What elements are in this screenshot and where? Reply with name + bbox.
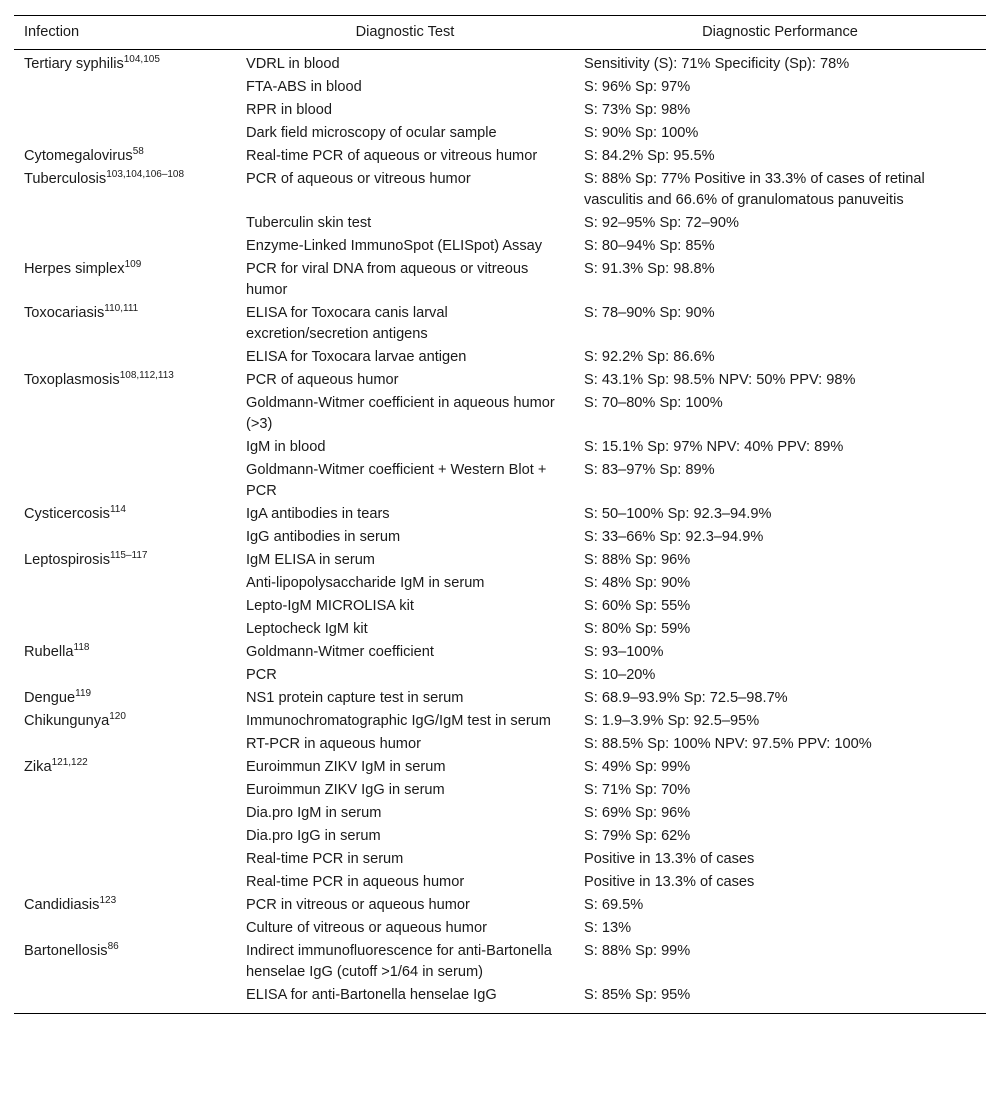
table-row [14,168,986,212]
diagnostic-performance-cell: S: 33–66% Sp: 92.3–94.9% [584,529,764,545]
infection-cell [14,984,236,1014]
diagnostic-test-cell: VDRL in blood [246,56,340,72]
diagnostic-test-cell: Euroimmun ZIKV IgM in serum [246,759,446,775]
diagnostic-test-cell: Real-time PCR in aqueous humor [246,874,465,890]
diagnostic-table [14,15,986,1014]
diagnostic-performance-cell: S: 68.9–93.9% Sp: 72.5–98.7% [584,690,788,706]
diagnostic-test-cell: Leptocheck IgM kit [246,621,368,637]
table-row [14,984,986,1014]
infection-name: Toxocariasis [24,305,105,321]
diagnostic-test-cell: ELISA for Toxocara larvae antigen [246,349,467,365]
table-row [14,369,986,392]
infection-cell [14,549,236,572]
table-container [14,15,986,1014]
reference-superscript: 109 [124,259,142,270]
diagnostic-performance-cell: S: 69.5% [584,897,644,913]
diagnostic-test-cell: PCR in vitreous or aqueous humor [246,897,470,913]
diagnostic-performance-cell: S: 80% Sp: 59% [584,621,691,637]
reference-superscript: 104,105 [123,54,160,65]
diagnostic-test-cell: Anti-lipopolysaccharide IgM in serum [246,575,485,591]
diagnostic-test-cell: Indirect immunofluorescence for anti-Bartonella henselae IgG (cutoff >1/64 in serum) [246,943,552,980]
infection-cell [14,940,236,984]
infection-name: Dengue [24,690,76,706]
table-row [14,825,986,848]
table-row [14,76,986,99]
diagnostic-test-cell: Culture of vitreous or aqueous humor [246,920,487,936]
diagnostic-performance-cell: Positive in 13.3% of cases [584,874,755,890]
diagnostic-performance-cell: S: 96% Sp: 97% [584,79,691,95]
table-row [14,258,986,302]
table-row [14,664,986,687]
header-diagnostic-performance: Diagnostic Performance [574,16,986,50]
diagnostic-performance-cell: S: 60% Sp: 55% [584,598,691,614]
diagnostic-test-cell: Tuberculin skin test [246,215,372,231]
diagnostic-test-cell: RT-PCR in aqueous humor [246,736,421,752]
infection-name: Bartonellosis [24,943,108,959]
reference-superscript: 119 [75,688,92,699]
reference-superscript: 86 [107,941,119,952]
infection-cell [14,122,236,145]
infection-cell [14,618,236,641]
infection-cell [14,917,236,940]
infection-cell [14,302,236,346]
infection-name: Toxoplasmosis [24,372,120,388]
infection-cell [14,894,236,917]
diagnostic-test-cell: IgM ELISA in serum [246,552,375,568]
diagnostic-performance-cell: S: 84.2% Sp: 95.5% [584,148,715,164]
table-row [14,122,986,145]
diagnostic-performance-cell: S: 48% Sp: 90% [584,575,691,591]
header-diagnostic-test: Diagnostic Test [236,16,574,50]
diagnostic-test-cell: IgG antibodies in serum [246,529,401,545]
table-row [14,687,986,710]
diagnostic-test-cell: Dark field microscopy of ocular sample [246,125,497,141]
reference-superscript: 114 [109,504,126,515]
diagnostic-test-cell: RPR in blood [246,102,332,118]
infection-name: Candidiasis [24,897,100,913]
diagnostic-performance-cell: S: 90% Sp: 100% [584,125,699,141]
infection-cell [14,871,236,894]
infection-cell [14,459,236,503]
table-row [14,779,986,802]
table-row [14,50,986,77]
table-row [14,302,986,346]
infection-name: Rubella [24,644,74,660]
infection-name: Zika [24,759,52,775]
diagnostic-test-cell: Euroimmun ZIKV IgG in serum [246,782,445,798]
table-row [14,392,986,436]
diagnostic-performance-cell: S: 73% Sp: 98% [584,102,691,118]
diagnostic-test-cell: ELISA for Toxocara canis larval excretion/secretion antigens [246,305,448,342]
reference-superscript: 118 [73,642,90,653]
infection-cell [14,212,236,235]
infection-cell [14,258,236,302]
diagnostic-test-cell: Dia.pro IgM in serum [246,805,382,821]
diagnostic-test-cell: PCR of aqueous humor [246,372,399,388]
diagnostic-performance-cell: S: 50–100% Sp: 92.3–94.9% [584,506,772,522]
table-row [14,459,986,503]
diagnostic-performance-cell: S: 10–20% [584,667,656,683]
diagnostic-performance-cell: S: 83–97% Sp: 89% [584,462,715,478]
table-row [14,733,986,756]
reference-superscript: 121,122 [51,757,88,768]
infection-name: Tertiary syphilis [24,56,124,72]
infection-cell [14,76,236,99]
diagnostic-test-cell: Goldmann-Witmer coefficient + Western Blot + PCR [246,462,547,499]
diagnostic-performance-cell: S: 71% Sp: 70% [584,782,691,798]
reference-superscript: 110,111 [104,303,139,314]
diagnostic-performance-cell: Positive in 13.3% of cases [584,851,755,867]
infection-cell [14,664,236,687]
table-row [14,917,986,940]
diagnostic-performance-cell: S: 49% Sp: 99% [584,759,691,775]
diagnostic-test-cell: Goldmann-Witmer coefficient [246,644,434,660]
diagnostic-performance-cell: S: 85% Sp: 95% [574,984,986,1014]
table-row [14,99,986,122]
diagnostic-test-cell: Real-time PCR in serum [246,851,404,867]
diagnostic-performance-cell: S: 88% Sp: 96% [584,552,691,568]
diagnostic-test-cell: PCR of aqueous or vitreous humor [246,171,471,187]
table-row [14,848,986,871]
table-row [14,710,986,733]
reference-superscript: 108,112,113 [119,370,174,381]
table-row [14,145,986,168]
infection-cell [14,733,236,756]
table-row [14,503,986,526]
diagnostic-test-cell: IgA antibodies in tears [246,506,390,522]
infection-cell [14,369,236,392]
diagnostic-performance-cell: S: 79% Sp: 62% [584,828,691,844]
infection-name: Cysticercosis [24,506,110,522]
infection-cell [14,392,236,436]
infection-cell [14,710,236,733]
reference-superscript: 103,104,106–108 [106,169,185,180]
table-row [14,618,986,641]
table-row [14,572,986,595]
infection-cell [14,503,236,526]
reference-superscript: 58 [132,146,144,157]
table-row [14,894,986,917]
infection-cell [14,687,236,710]
table-row [14,756,986,779]
diagnostic-performance-cell: S: 92–95% Sp: 72–90% [584,215,739,231]
diagnostic-test-cell: Lepto-IgM MICROLISA kit [246,598,414,614]
reference-superscript: 123 [99,895,117,906]
infection-cell [14,235,236,258]
infection-name: Cytomegalovirus [24,148,133,164]
infection-cell [14,436,236,459]
infection-cell [14,145,236,168]
infection-cell [14,825,236,848]
infection-cell [14,168,236,212]
reference-superscript: 120 [109,711,126,722]
infection-cell [14,50,236,77]
diagnostic-performance-cell: S: 92.2% Sp: 86.6% [584,349,715,365]
table-body [14,50,986,1014]
infection-cell [14,526,236,549]
table-row [14,235,986,258]
diagnostic-performance-cell: S: 15.1% Sp: 97% NPV: 40% PPV: 89% [584,439,844,455]
diagnostic-test-cell: NS1 protein capture test in serum [246,690,464,706]
diagnostic-performance-cell: S: 78–90% Sp: 90% [584,305,715,321]
infection-name: Leptospirosis [24,552,110,568]
diagnostic-performance-cell: S: 93–100% [584,644,664,660]
infection-name: Herpes simplex [24,261,125,277]
diagnostic-test-cell: Immunochromatographic IgG/IgM test in serum [246,713,551,729]
diagnostic-performance-cell: S: 88% Sp: 77% Positive in 33.3% of cases of retinal vasculitis and 66.6% of granulomatous panuveitis [584,171,925,208]
header-row [14,16,986,50]
infection-cell [14,779,236,802]
diagnostic-test-cell: Goldmann-Witmer coefficient in aqueous humor (>3) [246,395,555,432]
diagnostic-performance-cell: S: 13% [584,920,632,936]
table-row [14,346,986,369]
infection-cell [14,802,236,825]
infection-name: Chikungunya [24,713,110,729]
infection-cell [14,756,236,779]
table-row [14,595,986,618]
table-row [14,871,986,894]
table-row [14,940,986,984]
diagnostic-performance-cell: S: 1.9–3.9% Sp: 92.5–95% [584,713,760,729]
infection-cell [14,99,236,122]
table-row [14,802,986,825]
table-row [14,549,986,572]
diagnostic-test-cell: Dia.pro IgG in serum [246,828,381,844]
diagnostic-test-cell: Real-time PCR of aqueous or vitreous humor [246,148,538,164]
diagnostic-performance-cell: Sensitivity (S): 71% Specificity (Sp): 78% [584,56,850,72]
diagnostic-performance-cell: S: 80–94% Sp: 85% [584,238,715,254]
header-infection: Infection [14,16,236,50]
diagnostic-performance-cell: S: 88.5% Sp: 100% NPV: 97.5% PPV: 100% [584,736,872,752]
infection-name: Tuberculosis [24,171,107,187]
diagnostic-performance-cell: S: 69% Sp: 96% [584,805,691,821]
diagnostic-test-cell: IgM in blood [246,439,326,455]
diagnostic-performance-cell: S: 43.1% Sp: 98.5% NPV: 50% PPV: 98% [584,372,856,388]
table-row [14,526,986,549]
diagnostic-test-cell: Enzyme-Linked ImmunoSpot (ELISpot) Assay [246,238,543,254]
infection-cell [14,641,236,664]
table-row [14,436,986,459]
diagnostic-test-cell: ELISA for anti-Bartonella henselae IgG [236,984,574,1014]
table-header [14,16,986,50]
diagnostic-test-cell: PCR [246,667,277,683]
infection-cell [14,346,236,369]
table-row [14,641,986,664]
table-row [14,212,986,235]
reference-superscript: 115–117 [110,550,148,561]
infection-cell [14,848,236,871]
diagnostic-performance-cell: S: 70–80% Sp: 100% [584,395,723,411]
infection-cell [14,572,236,595]
diagnostic-performance-cell: S: 88% Sp: 99% [584,943,691,959]
infection-cell [14,595,236,618]
diagnostic-test-cell: PCR for viral DNA from aqueous or vitreous humor [246,261,529,298]
diagnostic-test-cell: FTA-ABS in blood [246,79,362,95]
diagnostic-performance-cell: S: 91.3% Sp: 98.8% [584,261,715,277]
